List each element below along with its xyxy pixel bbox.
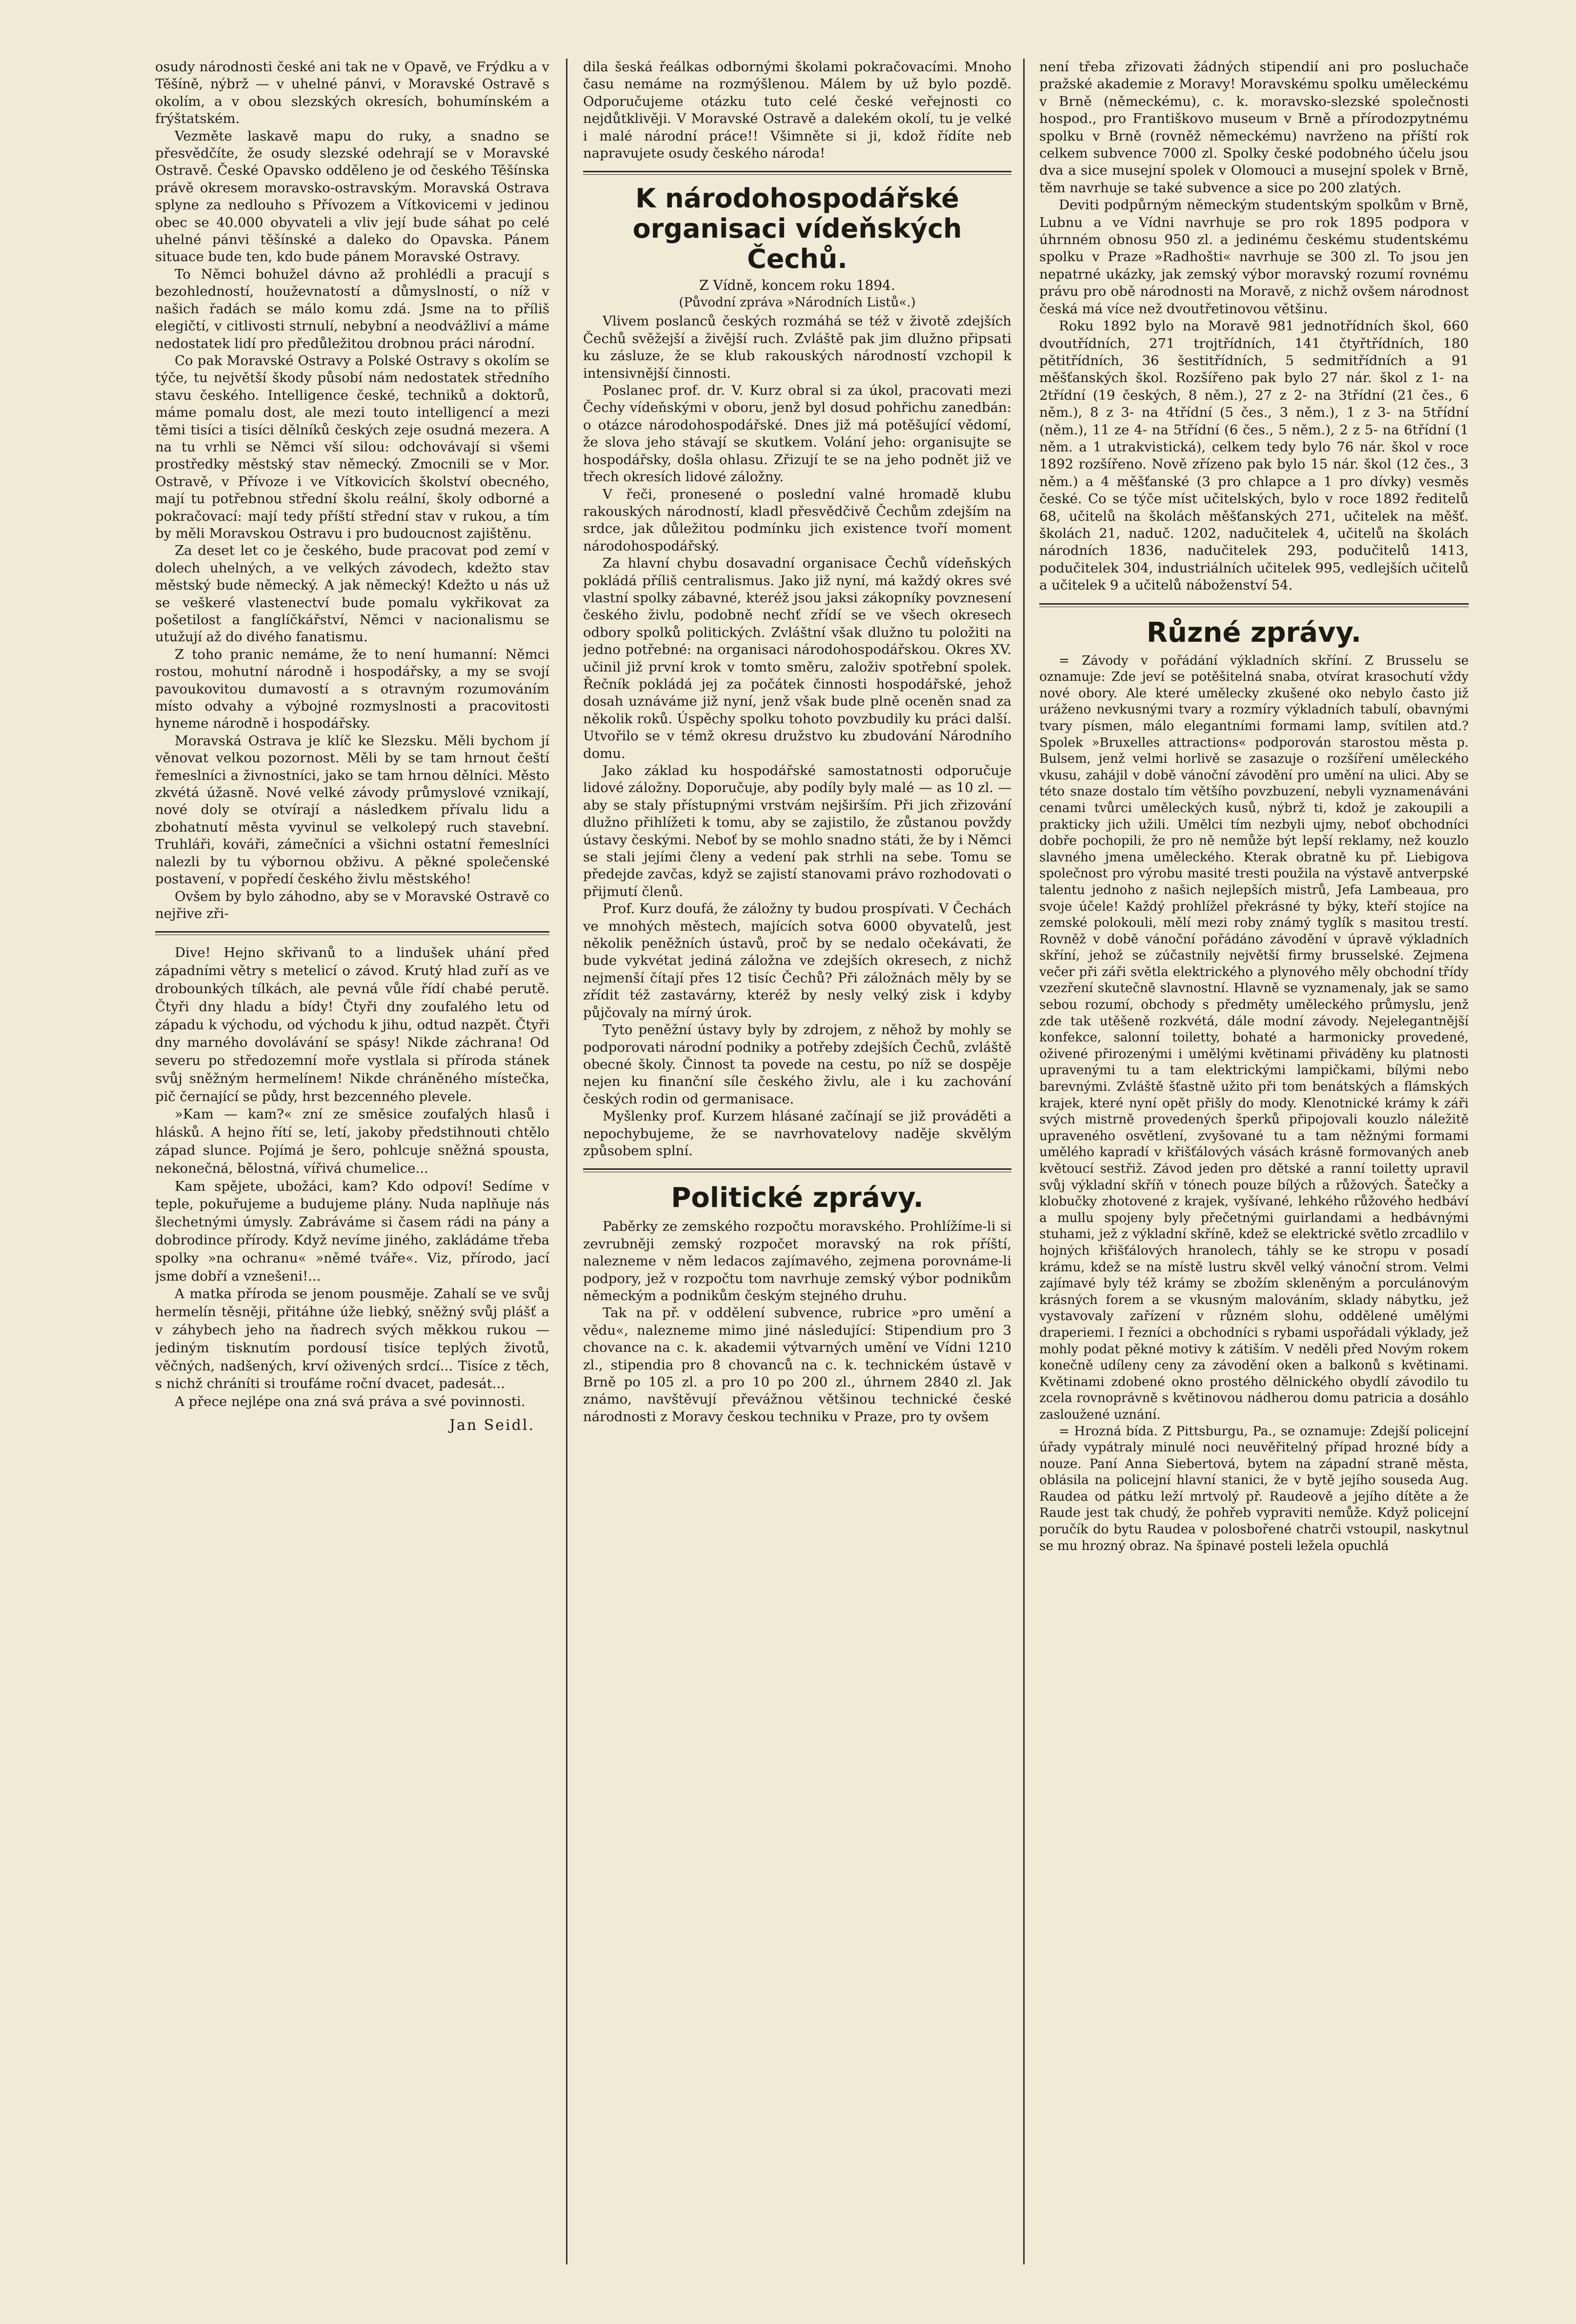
source-note: (Původní zpráva »Národních Listů«.)	[679, 295, 916, 310]
article-ostrava-p6: Z toho pranic nemáme, že to není humanní: Němci rostou, mohutní národně i hospodářsky, a my se svojí pavoukovitou dumavostí a s otravným rozumováním místo odvahy a výbojné rozmyslnosti a pracovitosti hyneme národně i hospodářsky.	[155, 646, 549, 732]
article-vienna-p5: Jako základ ku hospodářské samostatnosti odporučuje lidové záložny. Doporučuje, aby podíly byly malé — as 10 zl. — aby se staly přístupnými vrstvám nejširším. Při jich zřizování dlužno přihlížeti k tomu, aby se zajistilo, že zůstanou povždy ústavy českými. Neboť by se mohlo snadno státi, že by i Němci se stali jejími členy a vedení pak strhli na sebe. Tomu se předejde zavčas, když se zajistí stanovami právo rozhodovati o přijmutí členů.	[583, 763, 1011, 899]
section-separator-2	[583, 1168, 1011, 1172]
article-budget-p2: Tak na př. v oddělení subvence, rubrice »pro umění a vědu«, nalezneme mimo jiné následující: Stipendium pro 3 chovance na c. k. akademii výtvarných umění ve Vídni 1210 zl., stipendia pro 8 chovanců na c. k. technickém ústavě v Brně po 105 zl. a pro 10 po 200 zl., úhrnem 2840 zl. Jak známo, navštěvují převážnou většinou technické české národnosti z Moravy českou techniku v Praze, pro ty ovšem	[583, 1305, 1011, 1425]
article-budget-p1: Paběrky ze zemského rozpočtu moravského. Prohlížíme-li si zevrubněji zemský rozpočet moravský na rok příští, nalezneme v něm ledacos zajímavého, zejmena porovnáme-li podpory, jež v rozpočtu tom navrhuje zemský výbor podnikům německým a podnikům českým stejného druhu.	[583, 1219, 1011, 1304]
dateline: Z Vídně, koncem roku 1894.	[699, 277, 895, 294]
column-rule-1	[566, 59, 567, 2264]
article-vienna-p6: Prof. Kurz doufá, že záložny ty budou prospívati. V Čechách ve mnohých městech, majících sotva 6000 obyvatelů, jest několik peněžních ústavů, proč by se nedalo očekávati, že bude vykvétat jediná záložna ve zdejších okresech, z nichž nejmenší čítají přes 12 tisíc Čechů? Při záložnách měly by se zřídit též zastavárny, kteréž by nesly velký zisk i kdyby půjčovaly na mírný úrok.	[583, 901, 1011, 1020]
feuilleton-p5: A přece nejlépe ona zná svá práva a své povinnosti.	[175, 1394, 525, 1410]
article-schools-stats: Roku 1892 bylo na Moravě 981 jednotřídních škol, 660 dvoutřídních, 271 trojtřídních, 141 čtyřtřídních, 180 pětitřídních, 36 šestitřídních, 5 sedmitřídních a 91 měšťanských škol. Rozšířeno pak bylo 27 nár. škol z 1- na 2třídní (19 českých, 8 něm.), 27 z 2- na 3třídní (21 čes., 6 něm.), 8 z 3- na 4třídní (5 čes., 3 něm.), 1 z 3- na 5třídní (něm.), 11 ze 4- na 5třídní (6 čes., 5 něm.), 2 z 5- na 6třídní (1 něm. a 1 utrakvistická), celkem tedy bylo 76 nár. škol v roce 1892 rozšířeno. Nově zřízeno pak bylo 15 nár. škol (12 čes., 3 něm.) a 4 měšťanské (3 pro chlapce a 1 pro dívky) vesměs české. Co se týče míst učitelských, bylo v roce 1892 ředitelů 68, učitelů na školách měšťanských 271, učitelek na měšť. školách 21, naduč. 1202, nadučitelek 4, učitelů na školách národních 1836, nadučitelek 293, podučitelů 1413, podučitelek 304, industriálních učitelek 995, vedlejších učitelů a učitelek 9 a učitelů náboženství 54.	[1039, 318, 1469, 593]
feuilleton-p4: A matka příroda se jenom pousměje. Zahalí se ve svůj hermelín těsněji, přitáhne úže liebký, sněžný svůj plášť a v záhybech jeho na ňadrech svých měkkou rukou — jediným tisknutím pordousí tisíce teplých životů, věčných, nadšených, krví oživených srdcí... Tisíce z těch, s nichž chráníti si troufáme roční dvacet, padesát...	[155, 1286, 549, 1392]
article-ostrava-p8: Ovšem by bylo záhodno, aby se v Moravské Ostravě co nejřive zři-	[155, 888, 549, 921]
article-budget-continued-p1: není třeba zřizovati žádných stipendií ani pro posluchače pražské akademie z Moravy! Moravskému spolku uměleckému v Brně (německému), c. k. moravsko-slezské společnosti hospod., pro Františkovo museum v Brně a přírodozpytnému spolku v Brně (rovněž německému) navrženo na příští rok celkem subvence 7000 zl. Spolky české podobného účelu jsou dva a sice musejní spolek v Olomouci a musejní spolek v Brně, těm navrhuje se také subvence a sice po 200 zlatých.	[1039, 59, 1469, 196]
article-ostrava-continued: dila šeská řeálkas odbornými školami pokračovacími. Mnoho času nemáme na rozmýšlenou. Málem by už bylo pozdě. Odporučujeme otázku tuto celé české veřejnosti co nejdůtklivěji. V Moravské Ostravě a dalekém okolí, tu je velké i malé národní práce!! Všimněte si ji, kdož řídíte neb napravujete osudy českého národa!	[583, 59, 1011, 162]
various-news-section	[1039, 653, 1469, 1555]
author-signature: Jan Seidl.	[449, 1417, 535, 1434]
column-1	[155, 59, 549, 2264]
feuilleton-p1: Dive! Hejno skřivanů to a lindušek uhání před západními větry s metelicí o závod. Krutý hlad zuří as ve drobounkých tílkách, ale pevná vůle řídí chabé perutě. Čtyři dny hladu a bídy! Čtyři dny zoufalého letu od západu k východu, od východu k jihu, odtud nazpět. Čtyři dny marného dovolávání se spásy! Nikde záchrana! Od severu po středozemní moře vystlala si příroda stánek svůj sněžným hermelínem! Nikde chráněného místečka, pič černající se půdy, hrst bezcenného plevele.	[155, 945, 549, 1104]
article-vienna-p2: Poslanec prof. dr. V. Kurz obral si za úkol, pracovati mezi Čechy vídeňskými v oboru, jenž byl dosud pohřichu zanedbán: o otázce národohospodářské. Dnes již má potěšující vědomí, že slova jeho stávají se skutkem. Volání jeho: organisujte se hospodářsky, došla ohlasu. Zřizují te se na jeho podnět již ve třech okresích lidové záložny.	[583, 383, 1011, 485]
headline-various-news: Různé zprávy.	[1146, 616, 1362, 649]
headline-vienna-czechs: K národohospodářské organisaci vídeňských Čechů.	[632, 183, 962, 275]
article-vienna-p4: Za hlavní chybu dosavadní organisace Čechů vídeňských pokládá příliš centralismus. Jako již nyní, má každý okres své vlastní spolky zábavné, kteréž jsou jaksi zákopníky povznesení českého živlu, podobně nechť zřídí se ve všech okresech odbory spolků politických. Zvláštní však dlužno tu položiti na jedno potřebné: na organisaci národohospodářskou. Okres XV. učinil již první krok v tomto směru, založiv spotřební spolek. Řečník pokládá jej za počátek činnosti hospodářské, jehož dosah uznáváme již nyní, jenž však bude plně oceněn snad za několik roků. Úspěchy spolku tohoto povzbudily ku práci další. Utvořilo se v témž okresu družstvo ku zbudování Národního domu.	[583, 555, 1011, 761]
headline-political-news: Politické zprávy.	[671, 1182, 924, 1214]
section-separator-3	[1039, 603, 1469, 607]
news-shop-windows: = Závody v pořádání výkladních skříní. Z Brusselu se oznamuje: Zde jeví se potěšitelná snaba, otvírat krasochutí vždy nové obory. Ale které umělecky zkušené oko nebylo často již uráženo nevkusnými tvary a rozmíry výkladních tabulí, obavnými tvary písmen, málo elegantními formami lamp, svítilen atd.? Spolek »Bruxelles attractions« podporován starostou města p. Bulsem, jenž velmi horlivě se zasazuje o rozšíření uměleckého vkusu, zahájil v době vánoční závodění pro umění na ulici. Aby se této snaze dostalo tím většího povzbuzení, nebyli vyznamenáváni cenami tvůrci uměleckých kusů, nýbrž ti, kdož je zakoupili a prakticky jich užili. Umělci tím nezbyli ujmy, neboť obchodníci dobře pochopili, že pro ně nemůže být lepší reklamy, než kouzlo slavného jmena uměleckého. Kterak obratně ku př. Liebigova společnost pro výrobu masité tresti použila na výstavě antverpské talentu jednoho z našich nejlepších mistrů, Jefa Lambeaua, pro svoje účele! Každý prohlížel překrásné ty býky, kteří stojíce na zemské polokouli, mělí mezi roby známý tyglík s masitou trestí. Rovněž v době vánoční pořádáno závodění v úpravě výkladních skříní, jehož se zúčastnily největší firmy brusselské. Zejmena večer při záři světla elektrického a plynového měly obchodní třídy vzezření skutečně slavnostní. Hlavně se vyznamenaly, jak se samo sebou rozumí, obchody s předměty uměleckého průmyslu, jenž zde tak utěšeně rozkvétá, dále modní závody. Nejelegantnější konfekce, salonní toiletty, bohaté a harmonicky provedené, oživené přirozenými i umělými květinami přiváděny ku platnosti upravenými tu a tam elektrickými lampičkami, bílými nebo barevnými. Zvláště šťastně užito při tom benátských a flámských krajek, které nyní opět přišly do mody. Klenotnické krámy k záři svých mistrně provedených šperků připojovali kouzlo náležitě upraveného osvětlení, zvyšované tu a tam něžnými formami umělého kapradí v křišťálových vásách krásně formovaných aneb květoucí sestřiž. Závod jeden pro dětské a ranní toiletty upravil svůj výkladní skříň v tónech pouze bílých a růžových. Šatečky a klobučky zhotovené z krajek, vyšívané, lehkého růžového hedbáví a mullu spojeny byly přečetnými guirlandami a hedbávnými stuhami, jež z výkladní skříně, kdež se elektrické světlo zrcadlilo v hojných křišťálových hranolech, táhly se ke stropu v posadí krámu, kdež se na místě lustru skvěl velký vánoční strom. Velmi zajímavé byly též krámy se zbožím skleněným a porculánovým krásných forem a se vkusným malováním, sklady nábytku, jež vystavovaly zařízení v různém slohu, oddělené umělými draperiemi. I řezníci a obchodníci s rybami uspořádali výklady, jež mohly podat pěkné motivy k zátiším. V neděli před Novým rokem konečně udíleny ceny za závodění oken a balkonů s květinami. Květinami zdobené okno prostého dělnického obydlí závodilo tu zcela rovnoprávně s květinovou nádherou domu patricia a dosáhlo zasloužené uznání.	[1039, 653, 1469, 1422]
article-vienna-p3: V řeči, pronesené o poslední valné hromadě klubu rakouských národností, kladl přesvědčivě Čechům zdejším na srdce, jak důležitou podmínku jich existence tvoří moment národohospodářský.	[583, 486, 1011, 554]
column-rule-2	[1023, 59, 1025, 2264]
article-ostrava-p2: Vezměte laskavě mapu do ruky, a snadno se přesvědčíte, že osudy slezské odehrají se v Moravské Ostravě. České Opavsko odděleno je od českého Těšínska právě okresem moravsko-ostravským. Moravská Ostrava splyne za nedlouho s Přívozem a Vítkovicemi v jedinou obec se 40.000 obyvateli a vliv její bude sáhat po celé uhelné pánvi těšínské a daleko do Opavska. Pánem situace bude ten, kdo bude pánem Moravské Ostravy.	[155, 128, 549, 265]
article-budget-continued-p2: Deviti podpůrným německým studentským spolkům v Brně, Lubnu a ve Vídni navrhuje se pro rok 1895 podpora v úhrnném obnosu 950 zl. a jedinému českému studentskému spolku v Praze »Radhošti« navrhuje se 300 zl. To jsou jen nepatrné ukázky, jak zemský výbor moravský rozumí rovnému právu pro obě národnosti na Moravě, z nichž ovšem národnost česká má více než dvoutřetinovou většinu.	[1039, 197, 1469, 317]
article-vienna-p1: Vlivem poslanců českých rozmáhá se též v životě zdejších Čechů svěžejší a živější ruch. Zvláště pak jim dlužno připsati ku zásluze, že se klub rakouských národností vzchopil k intensivnější činnosti.	[583, 313, 1011, 381]
feuilleton-p2: »Kam — kam?« zní ze směsice zoufalých hlasů i hlásků. A hejno řítí se, letí, jakoby předstihnouti chtělo západ slunce. Pojímá je šero, pohlcuje sněžná spousta, nekonečná, bělostná, vířivá chumelice...	[155, 1106, 549, 1176]
article-ostrava-p1: osudy národnosti české ani tak ne v Opavě, ve Frýdku a v Těšíně, nýbrž — v uhelné pánvi, v Moravské Ostravě s okolím, a v obou slezských okresích, bohumínském a frýštatském.	[155, 59, 549, 127]
column-3	[1039, 59, 1469, 2264]
news-terrible-poverty: = Hrozná bída. Z Pittsburgu, Pa., se oznamuje: Zdejší policejní úřady vypátraly minulé noci neuvěřitelný případ hrozné bídy a nouze. Paní Anna Siebertová, bytem na západní straně města, oblásila na policejní hlavní stanici, že v bytě jejího souseda Aug. Raudea od pátku leží mrtvolý př. Raudeově a jejího dítěte a že Raude jest tak chudý, že pohřeb vypraviti nemůže. Když policejní poručík do bytu Raudea v polosbořené chatrči vstoupil, naskytnul se mu hrozný obraz. Na špinavé posteli ležela opuchlá	[1039, 1424, 1469, 1553]
feuilleton-section	[155, 944, 549, 1434]
article-vienna-p7: Tyto peněžní ústavy byly by zdrojem, z něhož by mohly se podporovati národní podniky a potřeby zdejších Čechů, zvláště obecné školy. Činnost ta povede na cestu, po níž se dospěje nejen ku finanční síle českého živlu, ale i ku zachování českých rodin od germanisace.	[583, 1022, 1011, 1107]
article-vienna-p8: Myšlenky prof. Kurzem hlásané začínají se již prováděti a nepochybujeme, že se navrhovatelovy naděje skvělým způsobem splní.	[583, 1108, 1011, 1159]
section-separator	[583, 171, 1011, 175]
article-ostrava-p7: Moravská Ostrava je klíč ke Slezsku. Měli bychom jí věnovat velkou pozornost. Měli by se tam hrnout čeští řemeslníci a živnostníci, jako se tam hrnou dělníci. Město zkvétá úžasně. Nové velké závody průmyslové vznikají, nové doly se otvírají a následkem přívalu lidu a zbohatnutí města vyvinul se velkolepý ruch stavební. Truhláři, kováři, zámečníci a všichni ostatní řemeslníci nalezli by tu výbornou obživu. A pěkné společenské postavení, v popředí českého živlu městského!	[155, 733, 549, 887]
column-2	[583, 59, 1011, 2264]
article-ostrava-p3: To Němci bohužel dávno až prohlédli a pracují s bezohledností, houževnatostí a důmyslností, o níž v našich řadách se málo komu zdá. Jsme na to příliš elegičtí, v citlivosti strnulí, nebybní a neodvážliví a máme nedostatek lidí pro předůležitou drobnou práci národní.	[155, 266, 549, 351]
article-ostrava-p5: Za deset let co je českého, bude pracovat pod zemí v dolech uhelných, a ve velkých závodech, kdežto stav městský bude německý. A jak německý! Kdežto u nás už se veškeré vlastenectví bude pomalu vykřikovat za pošetilost a fanglíčkářství, Němci v nacionalismu se utužují až do divého fanatismu.	[155, 543, 549, 645]
feuilleton-separator	[155, 931, 549, 935]
feuilleton-p3: Kam spějete, ubožáci, kam? Kdo odpoví! Sedíme v teple, pokuřujeme a budujeme plány. Nuda naplňuje nás šlechetnými úmysly. Zabráváme si časem rádi na pány a dobrodince přírody. Když nevíme jiného, zakládáme třeba spolky »na ochranu« »němé tváře«. Viz, přírodo, jací jsme dobří a vznešeni!...	[155, 1178, 549, 1284]
article-ostrava-p4: Co pak Moravské Ostravy a Polské Ostravy s okolím se týče, tu největší škody působí nám nedostatek středního stavu českého. Intelligence české, techniků a doktorů, máme pomalu dost, ale mezi touto intelligencí a mezi těmi tisíci a tisíci dělníků českých zeje osudná mezera. A na tu vrhli se Němci vší silou: odchovávají si všemi prostředky městský stav německý. Zmocnili se v Mor. Ostravě, v Přívoze i ve Vítkovicích školství obecného, mají tu potřebnou střední školu reální, školy odborné a pokračovací: mají tedy příští střední stav v rukou, a tím by měli Moravskou Ostravu i pro budoucnost zajištěnu.	[155, 352, 549, 541]
